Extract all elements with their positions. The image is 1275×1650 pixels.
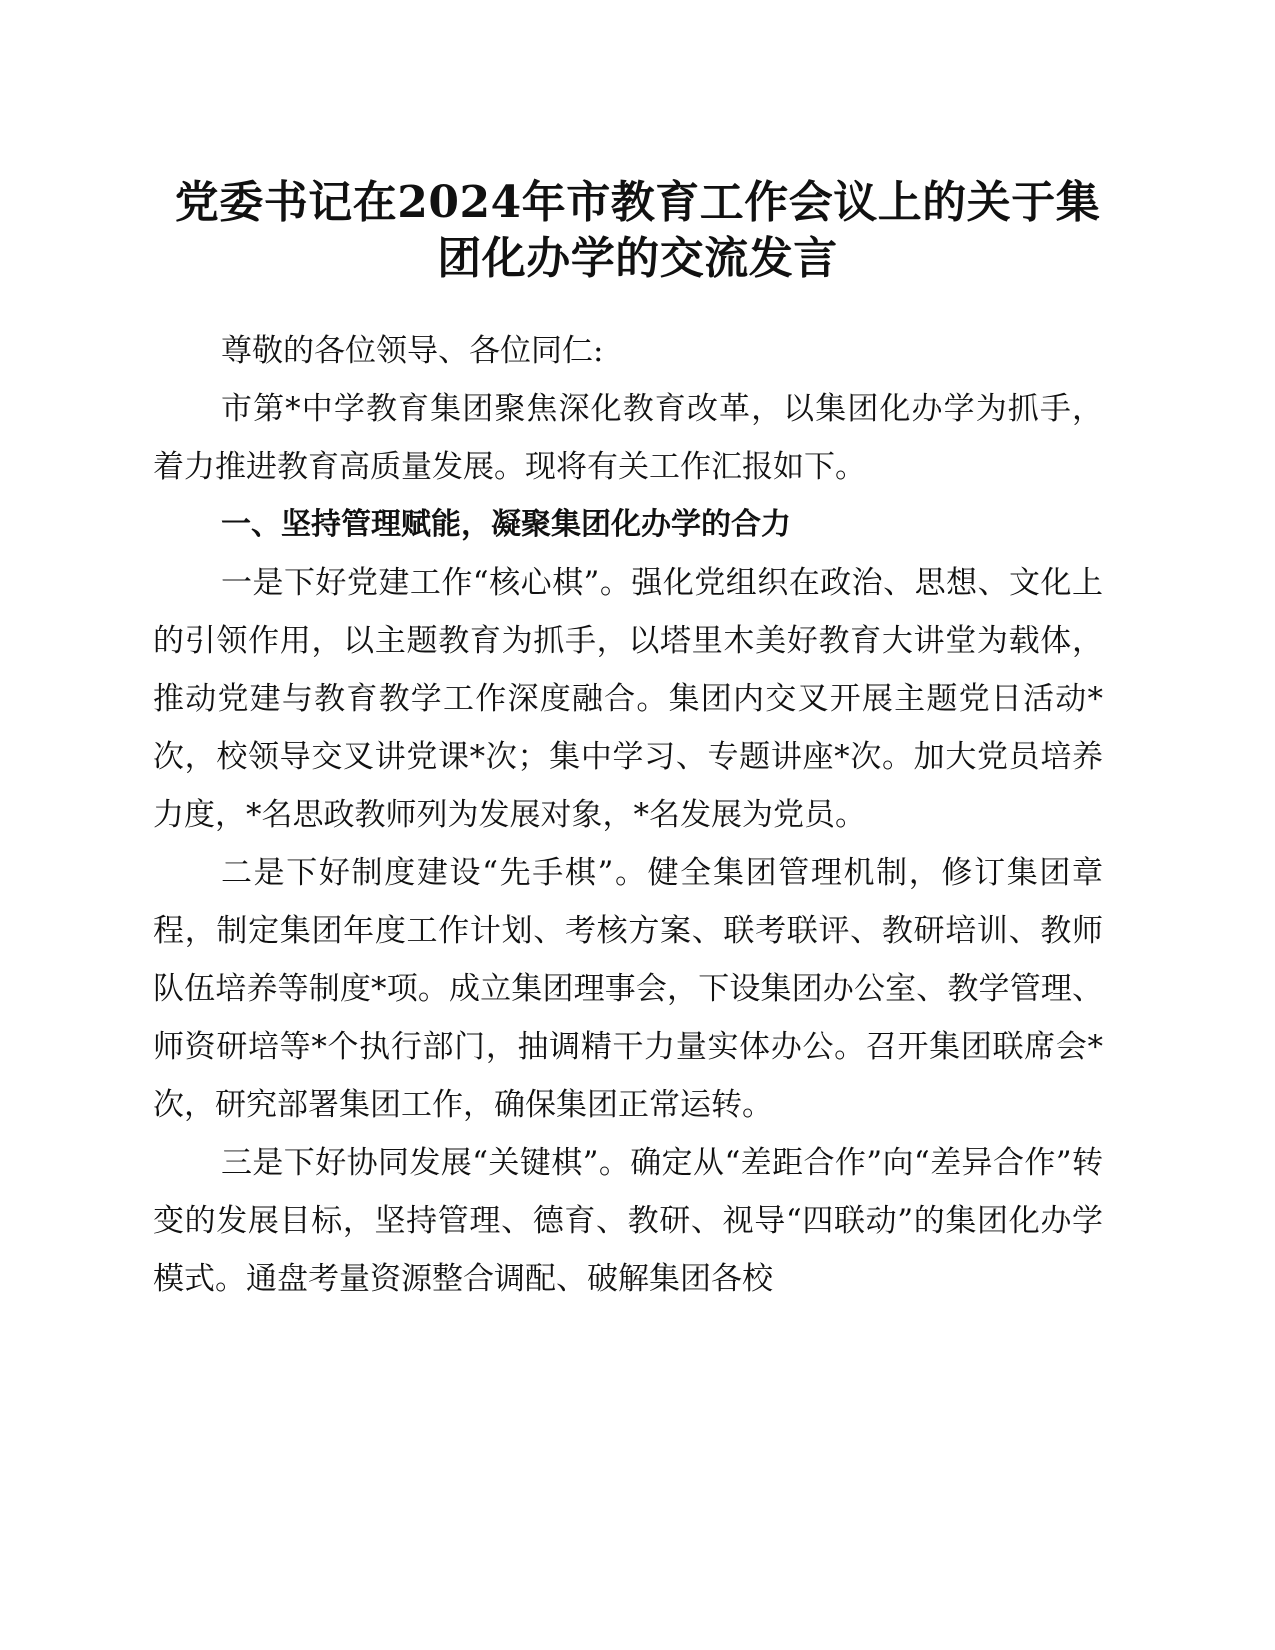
- intro-paragraph: 市第*中学教育集团聚焦深化教育改革，以集团化办学为抓手，着力推进教育高质量发展。现将有关工作汇报如下。: [153, 391, 1103, 485]
- document-title: [120, 175, 1155, 287]
- salutation: 尊敬的各位领导、各位同仁:: [221, 333, 604, 369]
- section-heading: 一、坚持管理赋能，凝聚集团化办学的合力: [221, 507, 791, 542]
- document-body: [153, 322, 1103, 1308]
- paragraph-system-building: 二是下好制度建设“先手棋”。健全集团管理机制，修订集团章程，制定集团年度工作计划、考核方案、联考联评、教研培训、教师队伍培养等制度*项。成立集团理事会，下设集团办公室、教学管理、师资研培等*个执行部门，抽调精干力量实体办公。召开集团联席会*次，研究部署集团工作，确保集团正常运转。: [153, 855, 1103, 1123]
- title-line-2: 团化办学的交流发言: [437, 233, 838, 284]
- paragraph-party-building: 一是下好党建工作“核心棋”。强化党组织在政治、思想、文化上的引领作用，以主题教育为抓手，以塔里木美好教育大讲堂为载体，推动党建与教育教学工作深度融合。集团内交叉开展主题党日活动*次，校领导交叉讲党课*次；集中学习、专题讲座*次。加大党员培养力度，*名思政教师列为发展对象，*名发展为党员。: [153, 565, 1103, 833]
- title-line-1: 党委书记在2024年市教育工作会议上的关于集: [174, 177, 1101, 228]
- paragraph-coordinated-development: 三是下好协同发展“关键棋”。确定从“差距合作”向“差异合作”转变的发展目标，坚持管理、德育、教研、视导“四联动”的集团化办学模式。通盘考量资源整合调配、破解集团各校: [153, 1145, 1103, 1297]
